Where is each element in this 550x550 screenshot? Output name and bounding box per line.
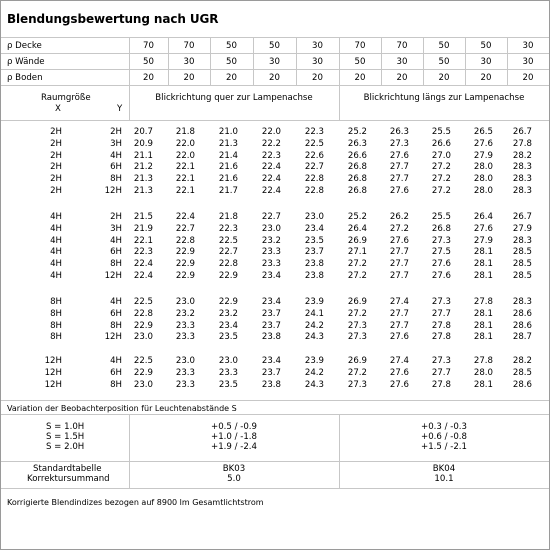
row-divider xyxy=(1,85,549,86)
ugr-value: 22.4 xyxy=(175,212,195,222)
variation-laengs: +1.5 / -2.1 xyxy=(421,442,467,452)
reflectance-value: 50 xyxy=(438,57,450,67)
ugr-value: 28.3 xyxy=(512,174,532,184)
reflectance-value: 50 xyxy=(480,41,492,51)
reflectance-value: 30 xyxy=(396,57,408,67)
reflectance-value: 70 xyxy=(354,41,366,51)
room-x: 4H xyxy=(50,247,62,258)
ugr-value: 28.1 xyxy=(473,379,493,390)
ugr-value: 22.2 xyxy=(261,138,281,149)
ugr-value: 23.3 xyxy=(218,367,238,378)
ugr-value: 28.3 xyxy=(512,162,532,173)
room-x: 4H xyxy=(50,223,62,234)
ugr-value: 28.5 xyxy=(512,367,532,378)
room-y: 4H xyxy=(110,150,122,161)
ugr-value: 23.2 xyxy=(218,308,238,319)
room-x: 12H xyxy=(44,356,62,366)
ugr-value: 27.2 xyxy=(347,308,367,319)
ugr-value: 23.7 xyxy=(261,320,281,331)
ugr-value: 22.7 xyxy=(218,247,238,258)
ugr-value: 22.6 xyxy=(304,150,324,161)
ugr-value: 22.4 xyxy=(133,259,153,269)
ugr-value: 22.5 xyxy=(304,138,324,149)
ugr-value: 22.0 xyxy=(175,138,195,149)
room-x: 8H xyxy=(50,297,62,307)
ugr-value: 27.2 xyxy=(431,162,451,173)
ugr-value: 27.8 xyxy=(431,332,451,343)
ugr-value: 23.0 xyxy=(175,356,195,366)
room-y: 12H xyxy=(104,332,122,343)
ugr-value: 21.6 xyxy=(218,162,238,173)
row-divider xyxy=(1,37,549,38)
quer-standard-table: BK03 xyxy=(222,464,246,474)
ugr-value: 26.9 xyxy=(347,297,367,307)
ugr-value: 21.9 xyxy=(133,223,153,234)
ugr-value: 23.3 xyxy=(261,247,281,258)
room-x: 8H xyxy=(50,332,62,343)
variation-quer: +1.0 / -1.8 xyxy=(211,432,257,442)
reflectance-value: 70 xyxy=(143,41,154,51)
room-x: 4H xyxy=(50,270,62,281)
ugr-value: 23.0 xyxy=(133,379,153,390)
ugr-value: 22.9 xyxy=(175,247,195,258)
laengs-correction: 10.1 xyxy=(434,474,454,484)
room-y: 8H xyxy=(110,379,122,390)
ugr-value: 23.2 xyxy=(261,235,281,246)
ugr-value: 27.7 xyxy=(389,320,409,331)
room-y: 8H xyxy=(110,320,122,331)
variation-laengs: +0.6 / -0.8 xyxy=(421,432,467,442)
standard-table-label: Standardtabelle xyxy=(33,464,102,474)
ugr-value: 27.2 xyxy=(347,367,367,378)
ugr-value: 22.9 xyxy=(175,270,195,281)
ugr-value: 24.2 xyxy=(304,320,324,331)
reflectance-value: 30 xyxy=(480,57,492,67)
ugr-value: 27.7 xyxy=(389,308,409,319)
ugr-value: 28.0 xyxy=(473,162,493,173)
ugr-value: 27.1 xyxy=(347,247,367,258)
ugr-value: 26.9 xyxy=(347,356,367,366)
ugr-value: 23.3 xyxy=(175,320,195,331)
ugr-value: 23.3 xyxy=(175,332,195,343)
ugr-value: 22.3 xyxy=(218,223,238,234)
ugr-value: 23.4 xyxy=(261,297,281,307)
ugr-value: 24.2 xyxy=(304,367,324,378)
ugr-value: 27.2 xyxy=(347,259,367,269)
room-x: 4H xyxy=(50,212,62,222)
room-y: 8H xyxy=(110,259,122,269)
ugr-value: 23.8 xyxy=(304,270,324,281)
ugr-value: 25.2 xyxy=(347,127,367,137)
ugr-value: 23.4 xyxy=(218,320,238,331)
ugr-value: 28.1 xyxy=(473,259,493,269)
ugr-value: 28.1 xyxy=(473,270,493,281)
ugr-value: 28.6 xyxy=(512,379,532,390)
reflectance-value: 30 xyxy=(183,57,195,67)
variation-quer: +1.9 / -2.4 xyxy=(211,442,257,452)
ugr-value: 22.0 xyxy=(261,127,281,137)
ugr-value: 22.5 xyxy=(133,297,153,307)
ugr-value: 28.5 xyxy=(512,270,532,281)
room-y: 12H xyxy=(104,185,122,196)
ugr-value: 26.7 xyxy=(512,127,532,137)
room-y: 4H xyxy=(110,297,122,307)
variation-quer: +0.5 / -0.9 xyxy=(211,422,257,432)
ugr-value: 27.9 xyxy=(473,235,493,246)
room-y: 2H xyxy=(110,127,122,137)
room-y: 3H xyxy=(110,223,122,234)
ugr-value: 22.8 xyxy=(304,174,324,184)
reflectance-label: ρ Boden xyxy=(7,73,43,83)
ugr-value: 27.6 xyxy=(431,259,451,269)
row-divider xyxy=(1,69,549,70)
ugr-value: 28.3 xyxy=(512,297,532,307)
ugr-value: 28.6 xyxy=(512,308,532,319)
reflectance-value: 30 xyxy=(522,41,534,51)
correction-summand-label: Korrektursummand xyxy=(27,474,110,484)
ugr-value: 23.0 xyxy=(175,297,195,307)
reflectance-value: 50 xyxy=(269,41,280,51)
ugr-value: 23.7 xyxy=(261,308,281,319)
ugr-value: 25.5 xyxy=(431,127,451,137)
ugr-value: 21.6 xyxy=(218,174,238,184)
ugr-value: 23.8 xyxy=(261,332,281,343)
quer-correction: 5.0 xyxy=(227,474,241,484)
reflectance-value: 20 xyxy=(396,73,408,83)
ugr-value: 28.1 xyxy=(473,308,493,319)
ugr-value: 22.3 xyxy=(261,150,281,161)
ugr-value: 23.9 xyxy=(304,297,324,307)
ugr-value: 28.1 xyxy=(473,320,493,331)
ugr-value: 23.4 xyxy=(261,270,281,281)
reflectance-value: 50 xyxy=(354,57,366,67)
ugr-value: 28.2 xyxy=(512,150,532,161)
row-divider xyxy=(1,120,549,121)
room-x: 2H xyxy=(50,138,62,149)
reflectance-value: 20 xyxy=(226,73,237,83)
ugr-value: 21.5 xyxy=(133,212,153,222)
ugr-value: 28.2 xyxy=(512,356,532,366)
reflectance-value: 30 xyxy=(269,57,280,67)
ugr-value: 23.4 xyxy=(261,356,281,366)
ugr-value: 26.8 xyxy=(347,174,367,184)
ugr-value: 27.6 xyxy=(473,223,493,234)
ugr-value: 22.8 xyxy=(133,308,153,319)
ugr-value: 26.6 xyxy=(431,138,451,149)
ugr-value: 27.2 xyxy=(431,174,451,184)
ugr-value: 23.8 xyxy=(261,379,281,390)
ugr-value: 22.5 xyxy=(133,356,153,366)
row-divider xyxy=(1,414,549,415)
room-y: 6H xyxy=(110,247,122,258)
ugr-value: 22.1 xyxy=(175,174,195,184)
ugr-value: 23.5 xyxy=(218,332,238,343)
ugr-value: 22.9 xyxy=(218,297,238,307)
ugr-value: 28.7 xyxy=(512,332,532,343)
room-y: 6H xyxy=(110,162,122,173)
ugr-value: 23.3 xyxy=(175,379,195,390)
ugr-value: 22.9 xyxy=(133,320,153,331)
ugr-value: 27.6 xyxy=(473,138,493,149)
laengs-standard-table: BK04 xyxy=(432,464,456,474)
ugr-value: 27.8 xyxy=(431,379,451,390)
reflectance-value: 50 xyxy=(226,57,237,67)
ugr-value: 23.3 xyxy=(261,259,281,269)
footnote: Korrigierte Blendindizes bezogen auf 8900 lm Gesamtlichtstrom xyxy=(7,498,264,507)
ugr-value: 27.3 xyxy=(347,379,367,390)
ugr-value: 27.7 xyxy=(389,259,409,269)
ugr-value: 27.3 xyxy=(389,138,409,149)
ugr-value: 23.8 xyxy=(304,259,324,269)
ugr-value: 22.8 xyxy=(218,259,238,269)
room-y: 6H xyxy=(110,367,122,378)
ugr-value: 26.5 xyxy=(473,127,493,137)
variation-label: S = 1.0H xyxy=(46,422,85,432)
ugr-value: 22.4 xyxy=(261,162,281,173)
ugr-value: 22.8 xyxy=(175,235,195,246)
ugr-value: 27.6 xyxy=(389,367,409,378)
reflectance-value: 20 xyxy=(480,73,492,83)
room-size-y-header: Y xyxy=(117,104,123,114)
variation-label: S = 1.5H xyxy=(46,432,85,442)
room-x: 12H xyxy=(44,379,62,390)
ugr-value: 27.4 xyxy=(389,356,409,366)
room-y: 12H xyxy=(104,270,122,281)
room-x: 2H xyxy=(50,185,62,196)
ugr-value: 21.1 xyxy=(133,150,153,161)
room-x: 4H xyxy=(50,259,62,269)
room-x: 8H xyxy=(50,320,62,331)
reflectance-value: 30 xyxy=(312,57,323,67)
reflectance-value: 70 xyxy=(183,41,195,51)
ugr-value: 23.0 xyxy=(261,223,281,234)
reflectance-value: 30 xyxy=(312,41,323,51)
ugr-value: 27.8 xyxy=(512,138,532,149)
ugr-value: 27.3 xyxy=(347,332,367,343)
ugr-value: 27.3 xyxy=(347,320,367,331)
room-x: 2H xyxy=(50,174,62,184)
ugr-value: 22.4 xyxy=(261,174,281,184)
ugr-value: 21.3 xyxy=(133,174,153,184)
ugr-value: 23.0 xyxy=(218,356,238,366)
ugr-value: 26.3 xyxy=(389,127,409,137)
ugr-value: 26.4 xyxy=(473,212,493,222)
ugr-value: 27.8 xyxy=(473,297,493,307)
variation-label: S = 2.0H xyxy=(46,442,85,452)
ugr-value: 21.3 xyxy=(218,138,238,149)
ugr-value: 27.5 xyxy=(431,247,451,258)
ugr-value: 26.8 xyxy=(431,223,451,234)
ugr-value: 22.1 xyxy=(175,162,195,173)
ugr-value: 26.8 xyxy=(347,162,367,173)
room-y: 4H xyxy=(110,235,122,246)
ugr-value: 23.3 xyxy=(175,367,195,378)
ugr-value: 27.0 xyxy=(431,150,451,161)
room-y: 2H xyxy=(110,212,122,222)
ugr-value: 26.7 xyxy=(512,212,532,222)
ugr-value: 22.7 xyxy=(304,162,324,173)
page-title: Blendungsbewertung nach UGR xyxy=(7,12,219,26)
ugr-value: 27.7 xyxy=(389,162,409,173)
ugr-value: 26.2 xyxy=(389,212,409,222)
reflectance-value: 50 xyxy=(143,57,154,67)
room-x: 4H xyxy=(50,235,62,246)
ugr-value: 21.8 xyxy=(218,212,238,222)
ugr-value: 27.4 xyxy=(389,297,409,307)
reflectance-value: 20 xyxy=(183,73,195,83)
ugr-value: 27.6 xyxy=(389,235,409,246)
room-x: 12H xyxy=(44,367,62,378)
ugr-value: 27.8 xyxy=(431,320,451,331)
reflectance-value: 20 xyxy=(312,73,323,83)
ugr-value: 23.5 xyxy=(304,235,324,246)
ugr-value: 22.9 xyxy=(133,367,153,378)
ugr-value: 22.1 xyxy=(175,185,195,196)
ugr-value: 22.5 xyxy=(218,235,238,246)
ugr-value: 22.4 xyxy=(133,270,153,281)
variation-laengs: +0.3 / -0.3 xyxy=(421,422,467,432)
ugr-value: 26.6 xyxy=(347,150,367,161)
ugr-value: 20.9 xyxy=(133,138,153,149)
header-laengs: Blickrichtung längs zur Lampenachse xyxy=(363,93,525,103)
ugr-value: 22.3 xyxy=(133,247,153,258)
ugr-value: 27.7 xyxy=(431,367,451,378)
variation-caption: Variation der Beobachterposition für Leuchtenabstände S xyxy=(7,404,237,413)
reflectance-value: 20 xyxy=(522,73,534,83)
ugr-value: 28.0 xyxy=(473,185,493,196)
ugr-value: 23.7 xyxy=(304,247,324,258)
row-divider xyxy=(1,400,549,401)
ugr-value: 27.7 xyxy=(431,308,451,319)
ugr-value: 22.3 xyxy=(304,127,324,137)
row-divider xyxy=(1,488,549,489)
ugr-value: 27.6 xyxy=(389,379,409,390)
ugr-value: 26.8 xyxy=(347,185,367,196)
ugr-value: 26.4 xyxy=(347,223,367,234)
reflectance-value: 20 xyxy=(269,73,280,83)
ugr-value: 26.9 xyxy=(347,235,367,246)
room-size-x-header: X xyxy=(55,104,61,114)
ugr-value: 26.3 xyxy=(347,138,367,149)
room-y: 4H xyxy=(110,356,122,366)
ugr-value: 27.3 xyxy=(431,356,451,366)
ugr-value: 27.3 xyxy=(431,297,451,307)
ugr-value: 23.0 xyxy=(304,212,324,222)
ugr-value: 28.5 xyxy=(512,247,532,258)
ugr-value: 28.0 xyxy=(473,367,493,378)
ugr-value: 28.3 xyxy=(512,185,532,196)
ugr-value: 27.2 xyxy=(431,185,451,196)
reflectance-label: ρ Decke xyxy=(7,41,42,51)
ugr-value: 27.9 xyxy=(512,223,532,234)
reflectance-value: 50 xyxy=(226,41,237,51)
ugr-value: 28.3 xyxy=(512,235,532,246)
ugr-value: 23.2 xyxy=(175,308,195,319)
ugr-value: 21.7 xyxy=(218,185,238,196)
ugr-value: 28.1 xyxy=(473,332,493,343)
ugr-value: 25.2 xyxy=(347,212,367,222)
room-y: 6H xyxy=(110,308,122,319)
reflectance-value: 20 xyxy=(438,73,450,83)
reflectance-label: ρ Wände xyxy=(7,57,45,67)
ugr-value: 22.0 xyxy=(175,150,195,161)
ugr-value: 21.8 xyxy=(175,127,195,137)
ugr-value: 21.4 xyxy=(218,150,238,161)
ugr-value: 28.0 xyxy=(473,174,493,184)
ugr-value: 22.4 xyxy=(261,185,281,196)
ugr-value: 24.3 xyxy=(304,379,324,390)
reflectance-value: 20 xyxy=(354,73,366,83)
ugr-value: 21.0 xyxy=(218,127,238,137)
room-y: 8H xyxy=(110,174,122,184)
room-size-header: Raumgröße xyxy=(41,93,91,103)
ugr-value: 27.6 xyxy=(389,150,409,161)
row-divider xyxy=(1,461,549,462)
ugr-value: 27.9 xyxy=(473,150,493,161)
ugr-value: 27.7 xyxy=(389,174,409,184)
reflectance-value: 70 xyxy=(396,41,408,51)
ugr-value: 22.1 xyxy=(133,235,153,246)
ugr-value: 27.2 xyxy=(347,270,367,281)
room-x: 8H xyxy=(50,308,62,319)
ugr-value: 21.3 xyxy=(133,185,153,196)
reflectance-value: 50 xyxy=(438,41,450,51)
ugr-value: 27.6 xyxy=(389,185,409,196)
room-x: 2H xyxy=(50,162,62,173)
ugr-value: 21.2 xyxy=(133,162,153,173)
ugr-value: 20.7 xyxy=(133,127,153,137)
ugr-value: 28.6 xyxy=(512,320,532,331)
ugr-value: 23.5 xyxy=(218,379,238,390)
ugr-value: 23.4 xyxy=(304,223,324,234)
ugr-value: 22.7 xyxy=(261,212,281,222)
ugr-value: 27.7 xyxy=(389,270,409,281)
ugr-value: 22.7 xyxy=(175,223,195,234)
ugr-value: 23.7 xyxy=(261,367,281,378)
ugr-value: 24.3 xyxy=(304,332,324,343)
ugr-value: 28.5 xyxy=(512,259,532,269)
ugr-value: 23.9 xyxy=(304,356,324,366)
room-y: 3H xyxy=(110,138,122,149)
reflectance-value: 20 xyxy=(143,73,154,83)
ugr-value: 27.6 xyxy=(389,332,409,343)
ugr-value: 22.9 xyxy=(218,270,238,281)
ugr-value: 27.3 xyxy=(431,235,451,246)
ugr-value: 22.9 xyxy=(175,259,195,269)
ugr-value: 27.6 xyxy=(431,270,451,281)
ugr-value: 27.8 xyxy=(473,356,493,366)
ugr-value: 28.1 xyxy=(473,247,493,258)
reflectance-value: 30 xyxy=(522,57,534,67)
room-x: 2H xyxy=(50,150,62,161)
ugr-value: 27.7 xyxy=(389,247,409,258)
ugr-value: 23.0 xyxy=(133,332,153,343)
header-quer: Blickrichtung quer zur Lampenachse xyxy=(155,93,313,103)
row-divider xyxy=(1,53,549,54)
room-x: 2H xyxy=(50,127,62,137)
ugr-value: 24.1 xyxy=(304,308,324,319)
ugr-value: 22.8 xyxy=(304,185,324,196)
ugr-value: 25.5 xyxy=(431,212,451,222)
ugr-value: 27.2 xyxy=(389,223,409,234)
